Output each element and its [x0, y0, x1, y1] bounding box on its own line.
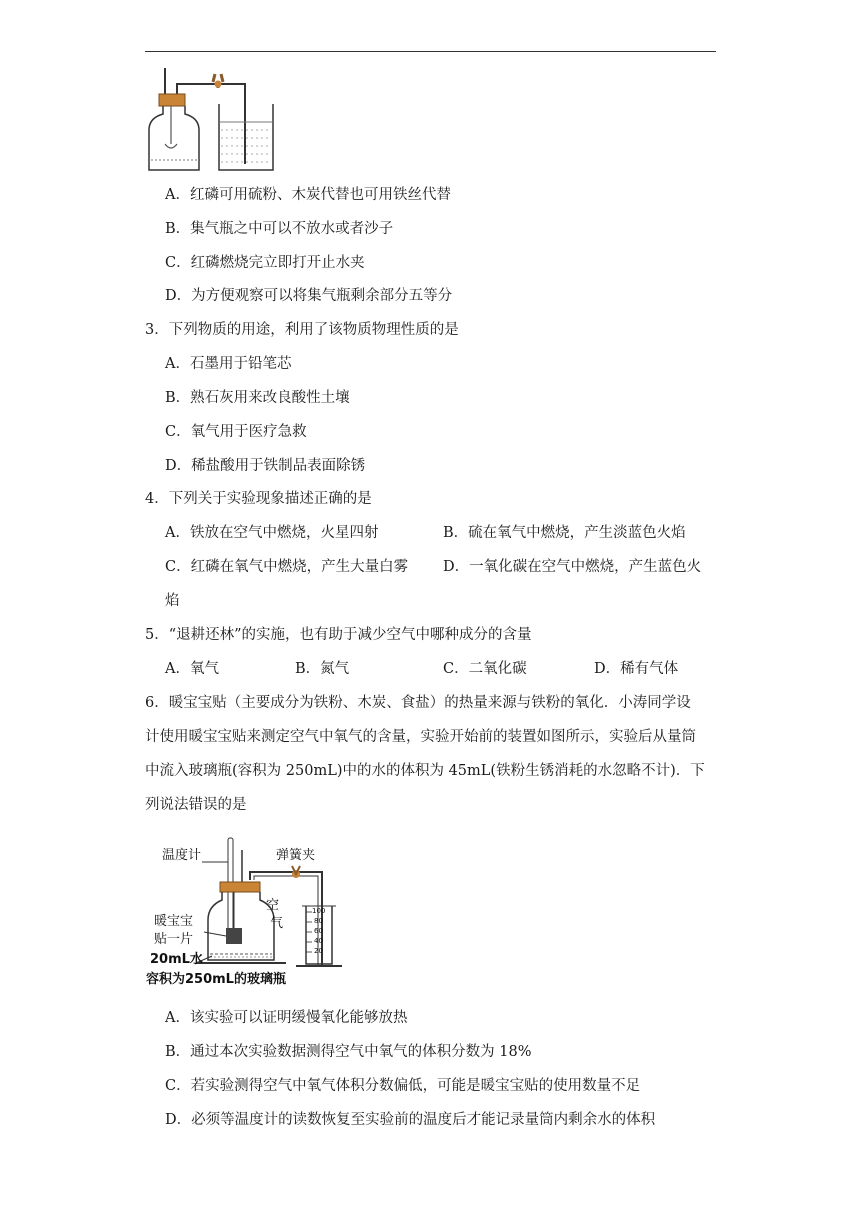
label-water: 20mL水 — [150, 952, 203, 967]
q3-option-d: D．稀盐酸用于铁制品表面除锈 — [165, 458, 366, 474]
q6-stem-line-3: 中流入玻璃瓶(容积为 250mL)中的水的体积为 45mL(铁粉生锈消耗的水忽略不计)．下 — [145, 763, 705, 779]
q3-option-c: C．氧气用于医疗急救 — [165, 424, 307, 440]
q6-option-b: B．通过本次实验数据测得空气中氧气的体积分数为 18% — [165, 1044, 532, 1060]
q3-option-a: A．石墨用于铅笔芯 — [165, 356, 292, 372]
q6-option-d: D．必须等温度计的读数恢复至实验前的温度后才能记录量筒内剩余水的体积 — [165, 1112, 656, 1128]
apparatus-figure-2 — [146, 836, 396, 996]
q4-option-d-continued: 焰 — [165, 593, 180, 609]
q6-option-c: C．若实验测得空气中氧气体积分数偏低，可能是暖宝宝贴的使用数量不足 — [165, 1078, 641, 1094]
label-hand-warmer-1: 暖宝宝 — [154, 914, 194, 929]
q4-stem: 4．下列关于实验现象描述正确的是 — [145, 491, 372, 507]
q4-option-b: B．硫在氧气中燃烧，产生淡蓝色火焰 — [443, 525, 686, 541]
q2-option-b: B．集气瓶之中可以不放水或者沙子 — [165, 221, 394, 237]
q6-option-a: A．该实验可以证明缓慢氧化能够放热 — [165, 1010, 408, 1026]
q2-option-d: D．为方便观察可以将集气瓶剩余部分五等分 — [165, 288, 453, 304]
q5-option-c: C．二氧化碳 — [443, 661, 527, 677]
apparatus-figure-1 — [143, 64, 293, 176]
apparatus-figure-1-drawing — [143, 64, 293, 176]
q6-stem-line-4: 列说法错误的是 — [145, 797, 247, 813]
q6-stem-line-1: 6．暖宝宝贴（主要成分为铁粉、木炭、食盐）的热量来源与铁粉的氧化．小涛同学设 — [145, 695, 691, 711]
label-thermometer: 温度计 — [162, 848, 202, 863]
q5-option-d: D．稀有气体 — [594, 661, 679, 677]
label-hand-warmer-2: 贴一片 — [154, 932, 194, 947]
scale-20: 20 — [314, 947, 323, 955]
label-spring-clamp: 弹簧夹 — [276, 848, 316, 863]
label-air-1: 空 — [266, 898, 280, 913]
label-air-2: 气 — [270, 916, 284, 931]
q5-stem: 5．“退耕还林”的实施，也有助于减少空气中哪种成分的含量 — [145, 627, 532, 643]
q6-stem-line-2: 计使用暖宝宝贴来测定空气中氧气的含量，实验开始前的装置如图所示，实验后从量筒 — [145, 729, 696, 745]
q4-option-d: D．一氧化碳在空气中燃烧，产生蓝色火 — [443, 559, 702, 575]
q2-option-a: A．红磷可用硫粉、木炭代替也可用铁丝代替 — [165, 187, 451, 203]
q4-option-a: A．铁放在空气中燃烧，火星四射 — [165, 525, 379, 541]
q3-stem: 3．下列物质的用途，利用了该物质物理性质的是 — [145, 322, 459, 338]
q5-option-b: B．氮气 — [295, 661, 350, 677]
q5-option-a: A．氧气 — [165, 661, 219, 677]
header-rule — [145, 51, 716, 52]
scale-80: 80 — [314, 917, 323, 925]
scale-100: 100 — [312, 907, 326, 915]
q2-option-c: C．红磷燃烧完立即打开止水夹 — [165, 255, 365, 271]
scale-40: 40 — [314, 937, 323, 945]
scale-60: 60 — [314, 927, 323, 935]
figure-caption: 容积为250mL的玻璃瓶 — [146, 972, 286, 987]
q3-option-b: B．熟石灰用来改良酸性土壤 — [165, 390, 350, 406]
q4-option-c: C．红磷在氧气中燃烧，产生大量白雾 — [165, 559, 409, 575]
